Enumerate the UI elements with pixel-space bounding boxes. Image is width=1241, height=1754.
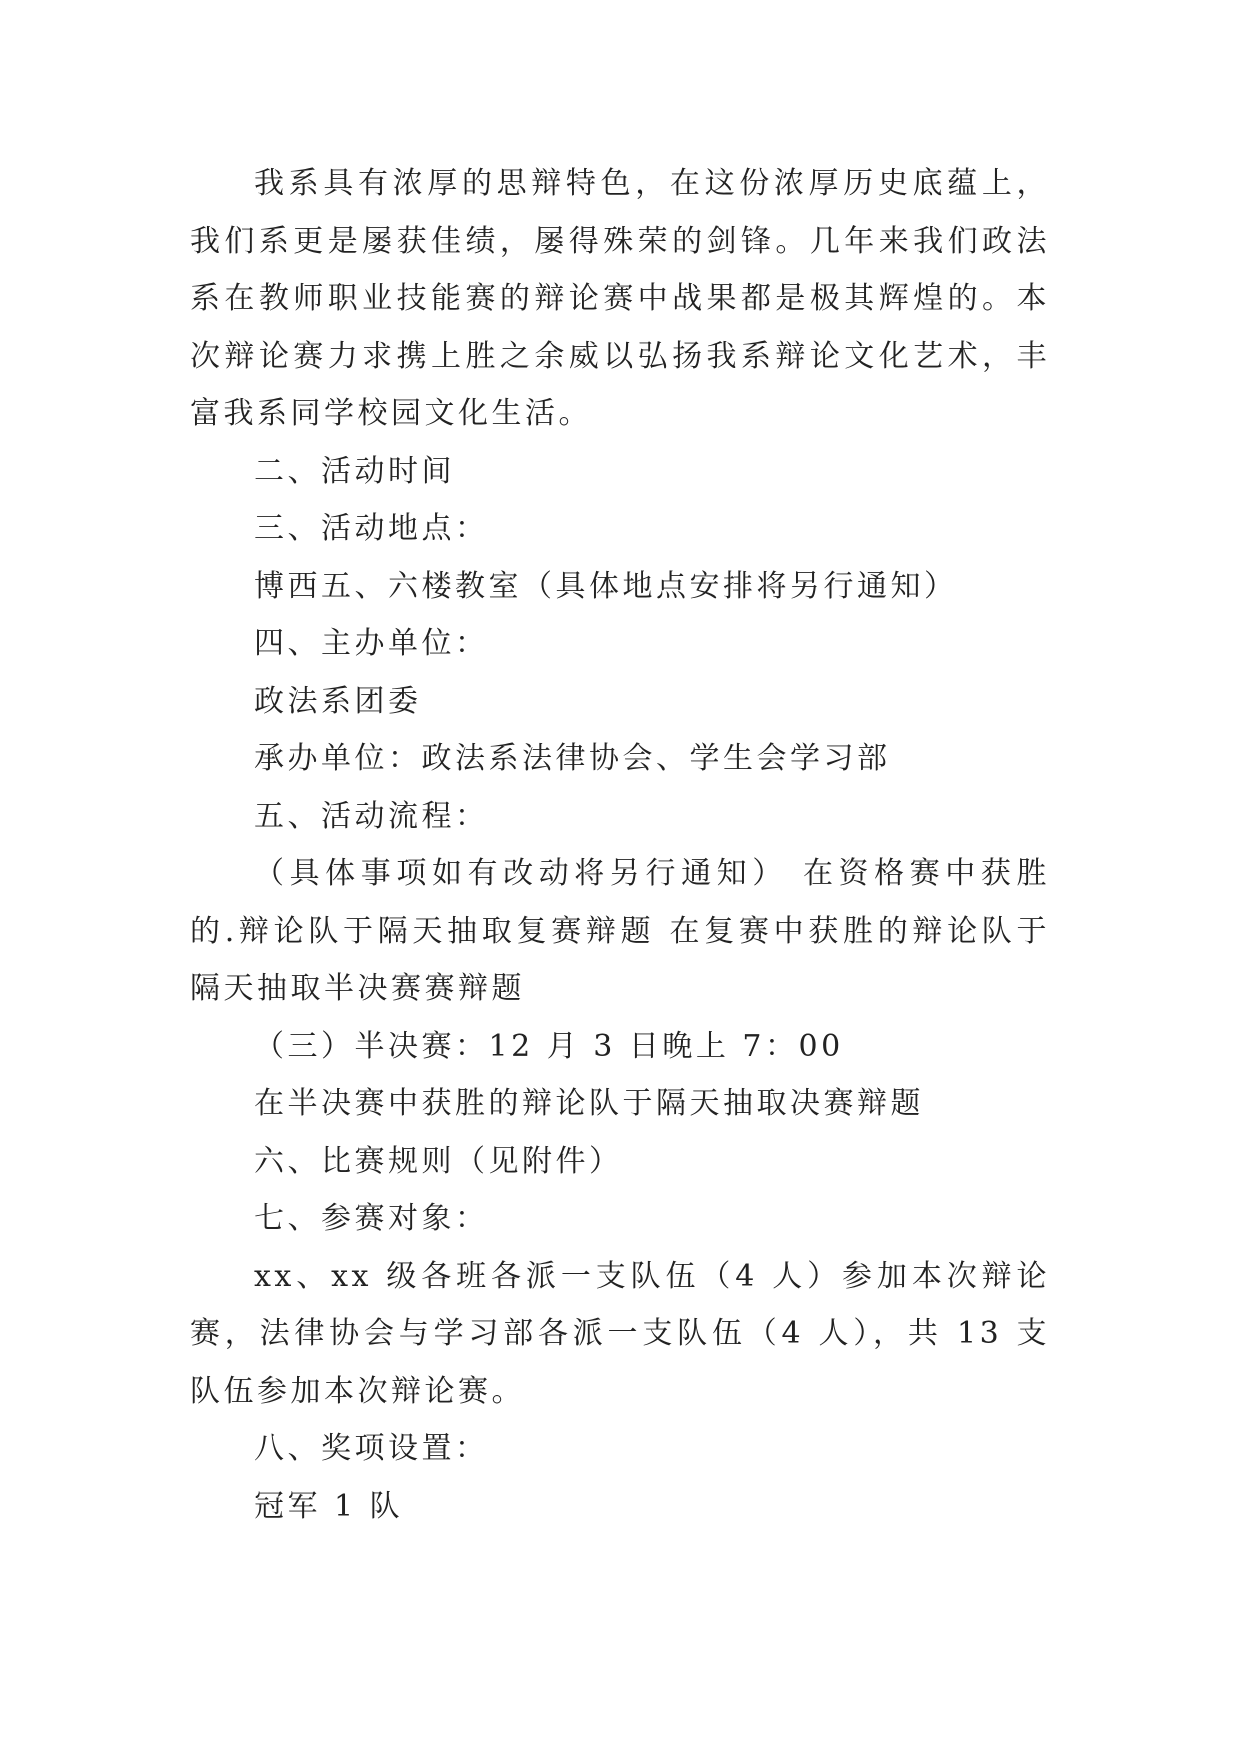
heading-rules: 六、比赛规则（见附件） xyxy=(254,1143,623,1179)
heading-participants: 七、参赛对象： xyxy=(254,1201,489,1236)
paragraph-final-draw: 在半决赛中获胜的辩论队于隔天抽取决赛辩题 xyxy=(254,1086,924,1121)
paragraph-semifinal: （三）半决赛：12 月 3 日晚上 7：00 xyxy=(254,1028,844,1064)
heading-activity-process: 五、活动流程： xyxy=(254,798,489,834)
paragraph-champion: 冠军 1 队 xyxy=(254,1488,404,1524)
document-body xyxy=(190,155,1050,1535)
paragraph-organizer: 政法系团委 xyxy=(254,683,422,719)
paragraph-location: 博西五、六楼教室（具体地点安排将另行通知） xyxy=(254,568,958,604)
paragraph-process: （具体事项如有改动将另行通知） 在资格赛中获胜的.辩论队于隔天抽取复赛辩题 在复赛中获胜的辩论队于隔天抽取半决赛赛辩题 xyxy=(190,856,1050,1006)
heading-activity-location: 三、活动地点： xyxy=(254,511,489,546)
heading-organizer: 四、主办单位： xyxy=(254,626,489,661)
paragraph-co-organizer: 承办单位：政法系法律协会、学生会学习部 xyxy=(254,741,891,776)
heading-awards: 八、奖项设置： xyxy=(254,1431,489,1466)
heading-activity-time: 二、活动时间 xyxy=(254,453,455,489)
paragraph-intro: 我系具有浓厚的思辩特色，在这份浓厚历史底蕴上，我们系更是屡获佳绩，屡得殊荣的剑锋。几年来我们政法系在教师职业技能赛的辩论赛中战果都是极其辉煌的。本次辩论赛力求携上胜之余威以弘扬我系辩论文化艺术，丰富我系同学校园文化生活。 xyxy=(190,166,1050,431)
paragraph-participants: xx、xx 级各班各派一支队伍（4 人）参加本次辩论赛，法律协会与学习部各派一支队伍（4 人），共 13 支队伍参加本次辩论赛。 xyxy=(190,1258,1050,1409)
